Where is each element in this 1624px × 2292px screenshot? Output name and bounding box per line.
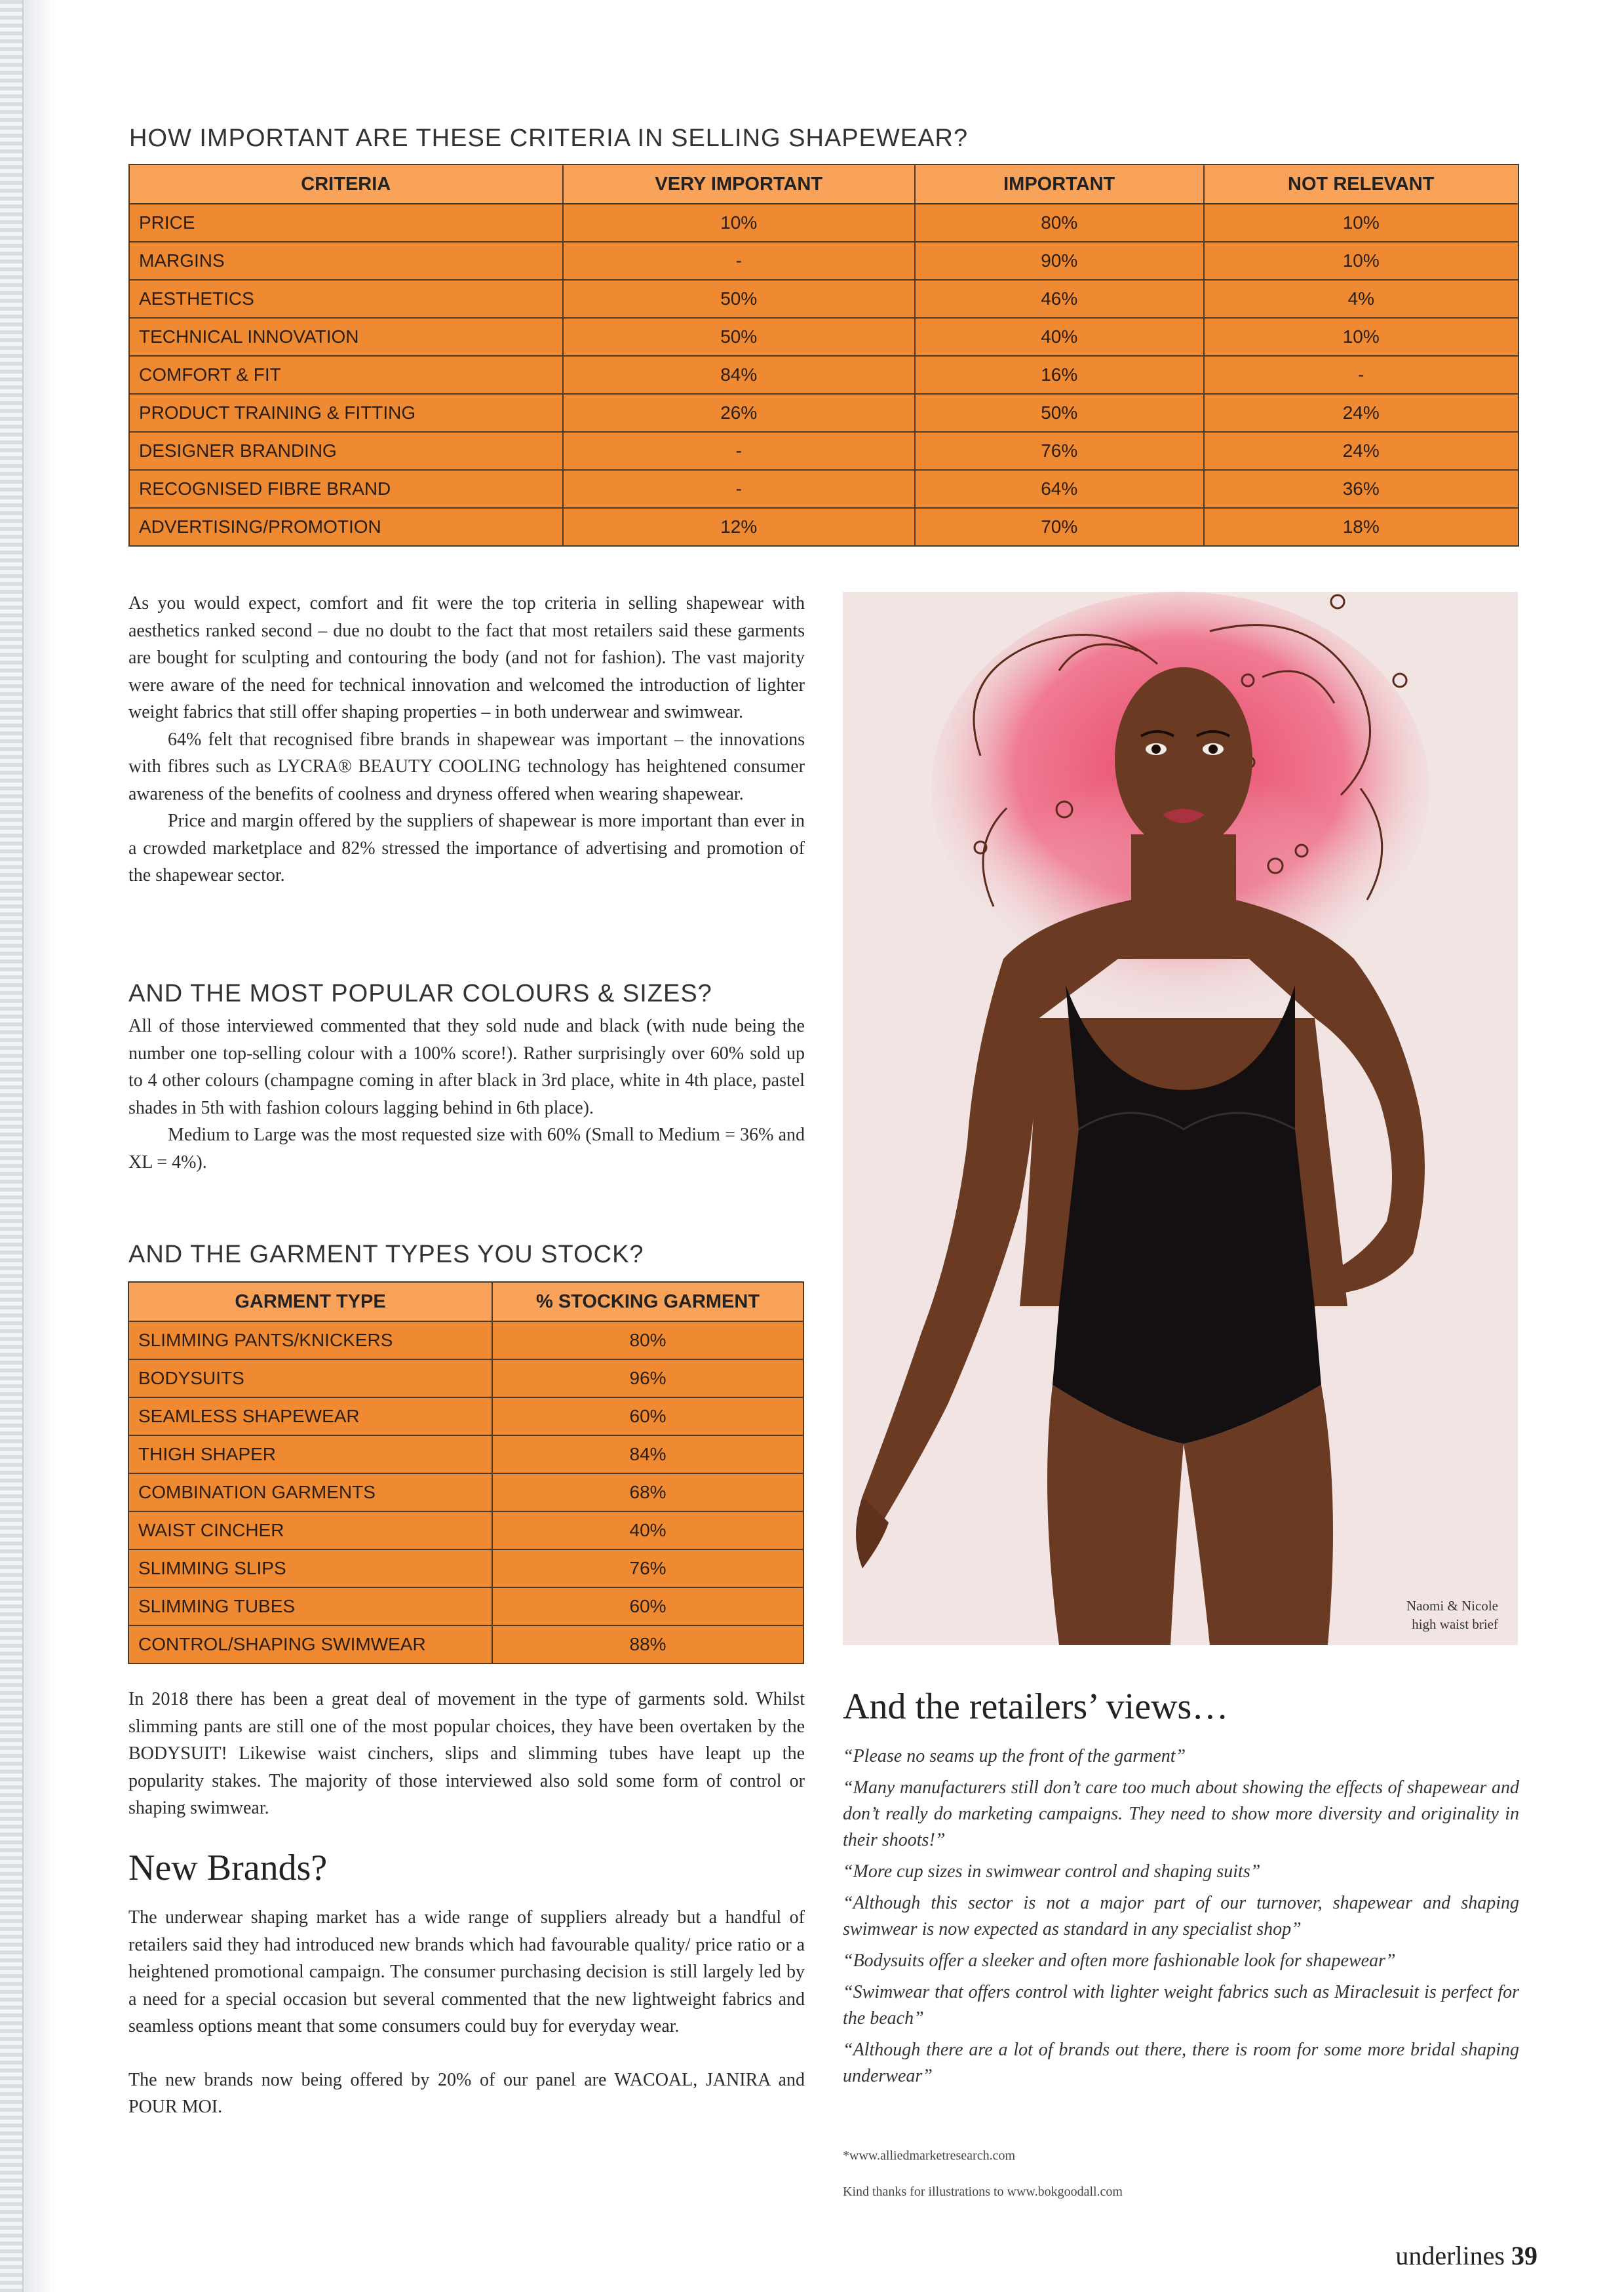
criteria-row	[129, 470, 1518, 508]
table-cell: -	[1204, 356, 1518, 394]
criteria-row	[129, 204, 1518, 242]
table-cell: 24%	[1204, 432, 1518, 470]
page-binding	[0, 0, 24, 2292]
page-number: 39	[1511, 2241, 1537, 2270]
garment-table	[128, 1281, 804, 1664]
table-cell: 76%	[915, 432, 1204, 470]
table-cell: 64%	[915, 470, 1204, 508]
table-cell: 46%	[915, 280, 1204, 318]
criteria-commentary	[128, 590, 805, 889]
table-cell: 12%	[563, 508, 915, 546]
table-cell: 10%	[563, 204, 915, 242]
row-label: WAIST CINCHER	[128, 1511, 492, 1549]
table-cell: 50%	[563, 280, 915, 318]
garment-commentary	[128, 1686, 805, 1822]
stocking-col-header: % STOCKING GARMENT	[492, 1282, 803, 1321]
criteria-row	[129, 508, 1518, 546]
table-cell: 40%	[915, 318, 1204, 356]
garment-paragraph: In 2018 there has been a great deal of movement in the type of garments sold. Whilst slimming pants are still one of the most popular choices, they have been overtaken by the BODYSUIT! Likewise waist cinchers, slips and slimming tubes have leapt up the popularity stakes. The majority of those interviewed also sold some form of control or shaping swimwear.	[128, 1689, 805, 1818]
criteria-row	[129, 242, 1518, 280]
garment-type-col-header: GARMENT TYPE	[128, 1282, 492, 1321]
source-note: *www.alliedmarketresearch.com	[843, 2148, 1016, 2163]
table-cell: 50%	[915, 394, 1204, 432]
table-cell: 24%	[1204, 394, 1518, 432]
table-cell: 80%	[492, 1321, 803, 1359]
not-relevant-col-header: NOT RELEVANT	[1204, 165, 1518, 204]
garment-row	[128, 1587, 803, 1625]
row-label: ADVERTISING/PROMOTION	[129, 508, 563, 546]
garment-row	[128, 1473, 803, 1511]
table-cell: 50%	[563, 318, 915, 356]
criteria-paragraph: As you would expect, comfort and fit were the top criteria in selling shapewear with aesthetics ranked second – due no doubt to the fact that most retailers said these garments are bought for sculpting and contouring the body (and not for fashion). The vast majority were aware of the need for technical innovation and welcomed the introduction of lighter weight fabrics that still offer shaping properties – in both underwear and swimwear.	[128, 593, 805, 722]
criteria-row	[129, 394, 1518, 432]
table-cell: 10%	[1204, 204, 1518, 242]
criteria-paragraph: Price and margin offered by the suppliers of shapewear is more important than ever in a crowded marketplace and 82% stressed the importance of advertising and promotion of the shapewear sector.	[128, 811, 805, 885]
retailer-quotes	[843, 1743, 1519, 2095]
criteria-row	[129, 356, 1518, 394]
retailer-quote: “Many manufacturers still don’t care too much about showing the effects of shapewear and don’t really do marketing campaigns. They need to show more diversity and originality in their shoots!”	[843, 1777, 1519, 1850]
caption-line: high waist brief	[1412, 1616, 1498, 1632]
new-brands-commentary	[128, 1904, 805, 2121]
garment-row	[128, 1435, 803, 1473]
row-label: PRICE	[129, 204, 563, 242]
table-cell: 16%	[915, 356, 1204, 394]
retailer-quote: “Although this sector is not a major part of our turnover, shapewear and shaping swimwear is now expected as standard in any specialist shop”	[843, 1893, 1519, 1939]
garment-heading: AND THE GARMENT TYPES YOU STOCK?	[128, 1241, 644, 1268]
retailer-quote: “Swimwear that offers control with lighter weight fabrics such as Miraclesuit is perfect for the beach”	[843, 1982, 1519, 2029]
criteria-heading: HOW IMPORTANT ARE THESE CRITERIA IN SELLING SHAPEWEAR?	[129, 125, 969, 152]
illustration-caption	[1406, 1597, 1498, 1633]
garment-row	[128, 1359, 803, 1397]
page-shadow	[24, 0, 56, 2292]
table-cell: 90%	[915, 242, 1204, 280]
table-cell: -	[563, 432, 915, 470]
table-cell: 84%	[492, 1435, 803, 1473]
retailer-quote: “Please no seams up the front of the garment”	[843, 1746, 1186, 1766]
colours-commentary	[128, 1013, 805, 1176]
row-label: SLIMMING SLIPS	[128, 1549, 492, 1587]
left-arm	[862, 959, 1039, 1523]
row-label: SLIMMING PANTS/KNICKERS	[128, 1321, 492, 1359]
fashion-illustration	[843, 592, 1518, 1645]
page-footer	[1395, 2240, 1537, 2271]
row-label: BODYSUITS	[128, 1359, 492, 1397]
table-cell: 40%	[492, 1511, 803, 1549]
table-cell: 4%	[1204, 280, 1518, 318]
retailer-quote: “Although there are a lot of brands out there, there is room for some more bridal shaping underwear”	[843, 2040, 1519, 2086]
criteria-row	[129, 280, 1518, 318]
very-important-col-header: VERY IMPORTANT	[563, 165, 915, 204]
table-cell: 36%	[1204, 470, 1518, 508]
important-col-header: IMPORTANT	[915, 165, 1204, 204]
criteria-paragraph: 64% felt that recognised fibre brands in shapewear was important – the innovations with fibres such as LYCRA® BEAUTY COOLING technology has heightened consumer awareness of the benefits of coolness and dryness offered when wearing shapewear.	[128, 729, 805, 804]
table-cell: 76%	[492, 1549, 803, 1587]
table-cell: -	[563, 242, 915, 280]
publication-name: underlines	[1395, 2241, 1505, 2270]
garment-row	[128, 1625, 803, 1663]
retailer-quote: “Bodysuits offer a sleeker and often more fashionable look for shapewear”	[843, 1951, 1396, 1971]
table-cell: 10%	[1204, 318, 1518, 356]
table-cell: 68%	[492, 1473, 803, 1511]
row-label: SLIMMING TUBES	[128, 1587, 492, 1625]
row-label: DESIGNER BRANDING	[129, 432, 563, 470]
row-label: TECHNICAL INNOVATION	[129, 318, 563, 356]
table-cell: 70%	[915, 508, 1204, 546]
table-cell: 60%	[492, 1587, 803, 1625]
table-cell: 26%	[563, 394, 915, 432]
retailers-heading: And the retailers’ views…	[843, 1686, 1229, 1727]
new-brands-paragraph: The new brands now being offered by 20% of our panel are WACOAL, JANIRA and POUR MOI.	[128, 2069, 805, 2117]
row-label: CONTROL/SHAPING SWIMWEAR	[128, 1625, 492, 1663]
row-label: PRODUCT TRAINING & FITTING	[129, 394, 563, 432]
table-cell: 80%	[915, 204, 1204, 242]
row-label: THIGH SHAPER	[128, 1435, 492, 1473]
thanks-note: Kind thanks for illustrations to www.bokgoodall.com	[843, 2185, 1123, 2199]
retailer-quote: “More cup sizes in swimwear control and shaping suits”	[843, 1861, 1261, 1882]
table-cell: 96%	[492, 1359, 803, 1397]
garment-row	[128, 1549, 803, 1587]
row-label: RECOGNISED FIBRE BRAND	[129, 470, 563, 508]
criteria-row	[129, 432, 1518, 470]
row-label: SEAMLESS SHAPEWEAR	[128, 1397, 492, 1435]
row-label: COMBINATION GARMENTS	[128, 1473, 492, 1511]
row-label: COMFORT & FIT	[129, 356, 563, 394]
row-label: MARGINS	[129, 242, 563, 280]
garment-header-row	[128, 1282, 803, 1321]
criteria-header-row	[129, 165, 1518, 204]
colours-paragraph: All of those interviewed commented that they sold nude and black (with nude being the number one top-selling colour with a 100% score!). Rather surprisingly over 60% sold up to 4 other colours (champagne coming in after black in 3rd place, white in 4th place, pastel shades in 5th with fashion colours lagging behind in 6th place).	[128, 1016, 805, 1118]
criteria-col-header: CRITERIA	[129, 165, 563, 204]
table-cell: 18%	[1204, 508, 1518, 546]
colours-heading: AND THE MOST POPULAR COLOURS & SIZES?	[128, 980, 712, 1007]
table-cell: 60%	[492, 1397, 803, 1435]
row-label: AESTHETICS	[129, 280, 563, 318]
table-cell: 84%	[563, 356, 915, 394]
table-cell: 88%	[492, 1625, 803, 1663]
criteria-table	[128, 164, 1519, 547]
new-brands-paragraph: The underwear shaping market has a wide range of suppliers already but a handful of retailers said they had introduced new brands which had favourable quality/ price ratio or a heightened promotional campaign. The consumer purchasing decision is still largely led by a need for a special occasion but several commented that the new lightweight fabrics and seamless options meant that some consumers could buy for everyday wear.	[128, 1907, 805, 2036]
woman-shapewear-illustration	[843, 592, 1518, 1645]
garment-row	[128, 1511, 803, 1549]
criteria-row	[129, 318, 1518, 356]
garment-row	[128, 1397, 803, 1435]
new-brands-heading: New Brands?	[128, 1848, 328, 1888]
caption-line: Naomi & Nicole	[1406, 1598, 1498, 1614]
colours-paragraph: Medium to Large was the most requested size with 60% (Small to Medium = 36% and XL = 4%).	[128, 1125, 805, 1173]
table-cell: -	[563, 470, 915, 508]
garment-row	[128, 1321, 803, 1359]
table-cell: 10%	[1204, 242, 1518, 280]
